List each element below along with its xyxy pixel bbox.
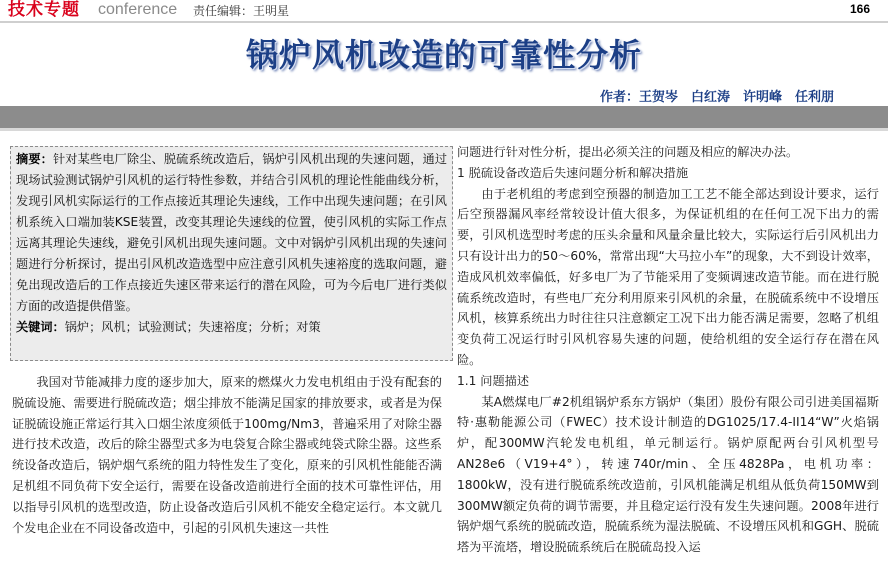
section-heading-1-1: 1.1 问题描述 <box>457 373 530 388</box>
keywords-label: 关键词： <box>16 320 65 334</box>
title-band <box>0 106 888 128</box>
article-authors: 作者：王贺岑 白红涛 许明峰 任利朋 <box>600 90 835 105</box>
intro-continuation: 问题进行针对性分析，提出必须关注的问题及相应的解决办法。 <box>457 145 799 159</box>
section-heading-1: 1 脱硫设备改造后失速问题分析和解决措施 <box>457 165 689 180</box>
abstract-paragraph <box>16 149 447 317</box>
right-column <box>457 142 879 558</box>
abstract-text: 针对某些电厂除尘、脱硫系统改造后，锅炉引风机出现的失速问题，通过现场试验测试锅炉引风机的运行特性参数，并结合引风机的理论性能曲线分析，发现引风机实际运行的工作点接近其理论失速线，工作中出现失速问题；在引风机系统入口端加装KSE装置，改变其理论失速线的位置，使引风机的实际工作点远离其理论失速线，避免引风机出现失速问题。文中对锅炉引风机出现的失速问题进行分析探讨，提出引风机改造选型中应注意引风机失速裕度的选取问题，避免出现改造后的工作点接近失速区带来运行的潜在风险，可为今后电厂进行类似方面的改造提供借鉴。 <box>16 152 448 313</box>
keywords-text: 锅炉；风机；试验测试；失速裕度；分析；对策 <box>64 320 321 334</box>
header-bar <box>0 0 888 22</box>
article-title: 锅炉风机改造的可靠性分析 <box>245 36 642 74</box>
intro-paragraph: 我国对节能减排力度的逐步加大，原来的燃煤火力发电机组由于没有配套的脱硫设施、需要进行脱硫改造；烟尘排放不能满足国家的排放要求，或者是为保证脱硫设施正常运行其入口烟尘浓度须低于100mg/Nm3，普遍采用了对除尘器进行技术改造，改后的除尘器型式多为电袋复合除尘器或纯袋式除尘器。这些系统设备改造后，锅炉烟气系统的阻力特性发生了变化，原来的引风机性能能否满足机组不同负荷下安全运行，需要在设备改造前进行全面的技术可靠性评估，用以指导引风机的选型改造，防止设备改造后引风机不能安全稳定运行。本文就几个发电企业在不同设备改造中，引起的引风机失速这一共性 <box>12 375 442 535</box>
header-rule <box>0 21 888 23</box>
section-brand-en: conference <box>98 1 178 18</box>
title-band-stripe <box>0 128 888 131</box>
section-1-1-paragraph: 某A燃煤电厂#2机组锅炉系东方锅炉（集团）股份有限公司引进美国福斯特·惠勒能源公司（FWEC）技术设计制造的DG1025/17.4-II14“W”火焰锅炉，配300MW汽轮发电机组，单元制运行。锅炉原配两台引风机型号AN28e6（V19+4°），转速740r/min、全压4828Pa，电机功率：1800kW，没有进行脱硫系统改造前，引风机能满足机组从低负荷150MW到300MW额定负荷的调节需要，并且稳定运行没有发生失速问题。2008年进行锅炉烟气系统的脱硫改造，脱硫系统为湿法脱硫、不设增压风机和GGH、脱硫塔为平流塔，增设脱硫系统后在脱硫岛投入运 <box>457 394 879 555</box>
left-column <box>12 372 442 538</box>
page-number: 166 <box>850 2 871 16</box>
section-brand: 技术专题 <box>8 0 80 20</box>
editor-credit: 责任编辑：王明星 <box>193 4 290 18</box>
keywords-paragraph <box>16 317 447 338</box>
abstract-label: 摘要： <box>16 152 53 166</box>
section-1-paragraph: 由于老机组的考虑到空预器的制造加工工艺不能全部达到设计要求，运行后空预器漏风率经常较设计值大很多，为保证机组的在任何工况下出力的需要，引风机选型时考虑的压头余量和风量余量比较大，实际运行后引风机出力只有设计出力的50～60%，常常出现“大马拉小车”的现象，大不到设计效率，造成风机效率偏低，好多电厂为了节能采用了变频调速改造节能。而在进行脱硫系统改造时，有些电厂充分利用原来引风机的余量，在脱硫系统中不设增压风机，核算系统出力时往往只注意额定工况下出力能否满足需要，忽略了机组变负荷工况运行时引风机容易失速的问题，使给机组的安全运行存在潜在风险。 <box>457 186 879 367</box>
abstract-box <box>10 146 453 361</box>
